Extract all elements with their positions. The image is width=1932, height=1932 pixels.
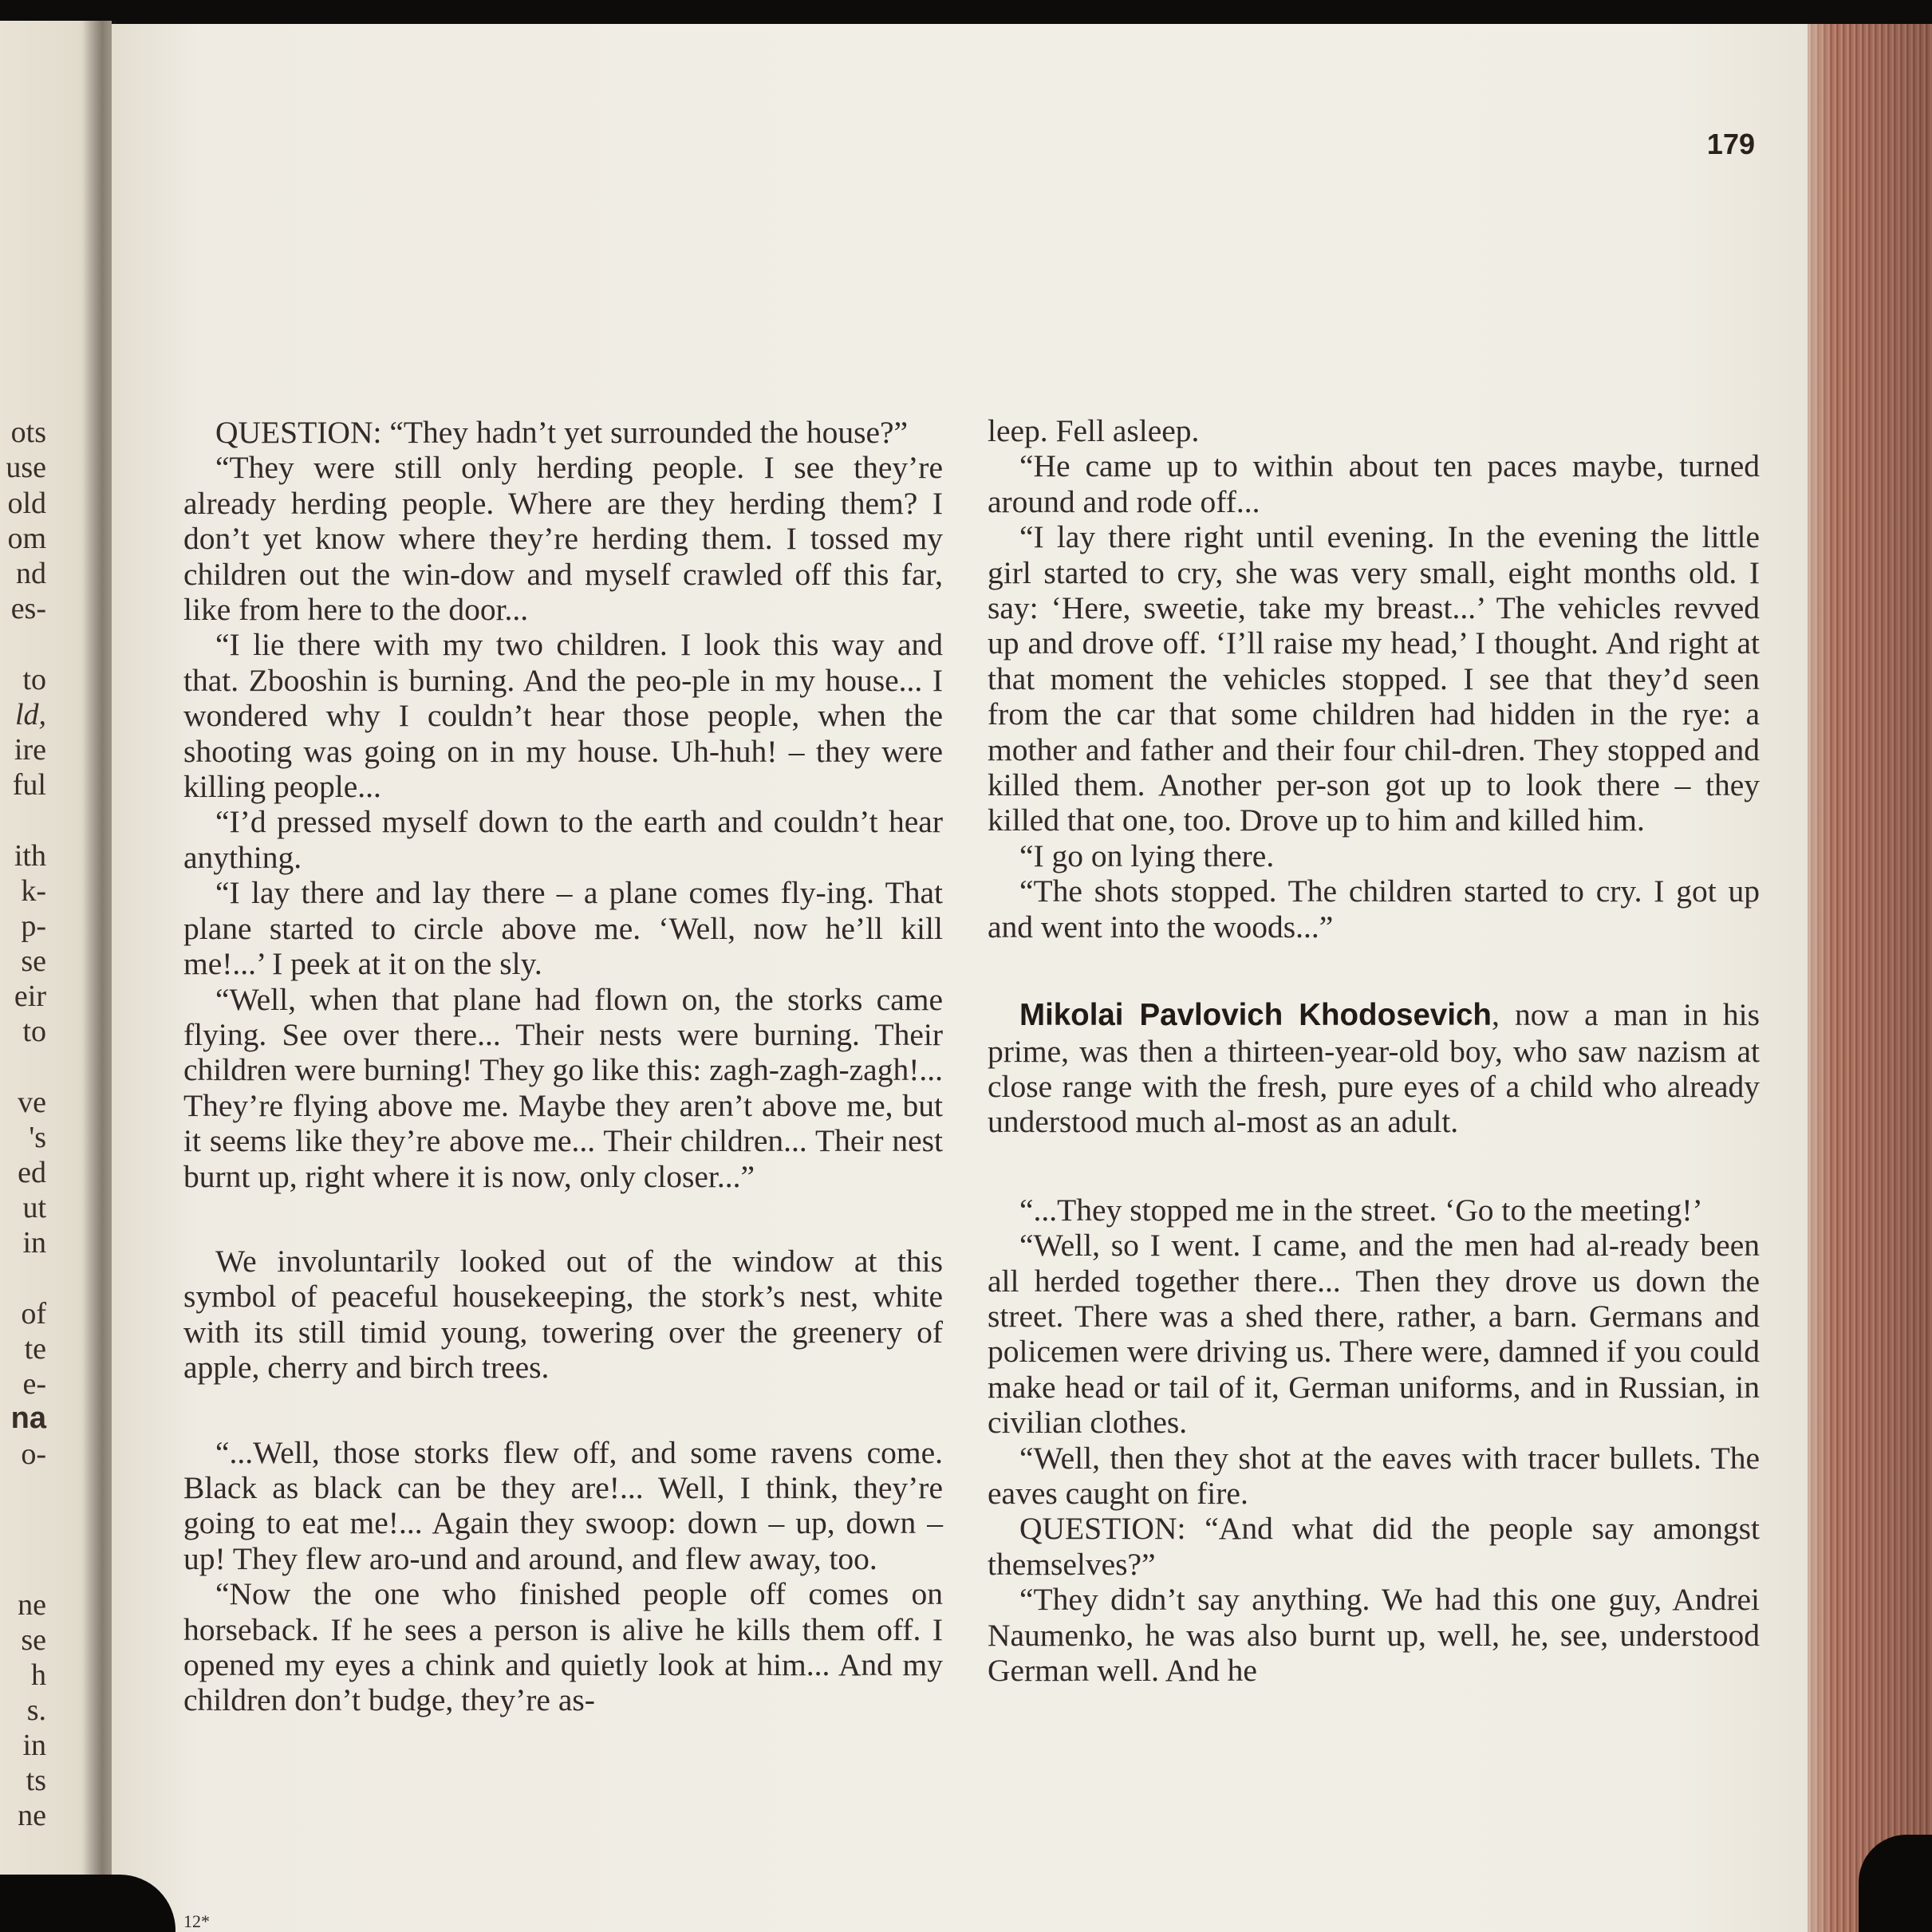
fragment: 's [29,1121,46,1154]
paragraph: “I lie there with my two children. I look this way and that. Zbooshin is burning. And the peo-ple in my house... I wondered why I couldn’t hear those people, when the shooting was going on in my house. Uh-huh! – they were killing people... [183,627,943,805]
fragment: old [7,487,46,520]
fragment: na [10,1402,46,1435]
paragraph: “I go on lying there. [1019,838,1275,873]
fragment: ots [10,416,46,449]
paragraph: “The shots stopped. The children started to cry. I got up and went into the woods...” [988,873,1760,944]
fragment: in [22,1226,46,1260]
fragment: h [31,1658,46,1692]
fragment: to [22,663,46,696]
fragment: se [21,944,46,978]
scanner-shadow-bottom-left [0,1875,175,1932]
paragraph: “Well, then they shot at the eaves with tracer bullets. The eaves caught on fire. [988,1440,1760,1511]
fragment: to [22,1015,46,1048]
fragment: p- [21,909,46,943]
fragment: k- [21,874,46,908]
paragraph: “I’d pressed myself down to the earth and couldn’t hear anything. [183,804,943,875]
paragraph: QUESTION: “And what did the people say amongst themselves?” [988,1511,1760,1582]
paragraph: “They were still only herding people. I see they’re already herding people. Where are they herding them? I don’t yet know where they’re herding them. I tossed my children out the win-dow and myself crawled off this far, like from here to the door... [183,450,943,628]
fragment: se [21,1623,46,1657]
paragraph: “I lay there right until evening. In the evening the little girl started to cry, she was very small, eight months old. I say: ‘Here, sweetie, take my breast...’ The vehicles revved up and drove off. ‘I’ll raise my head,’ I thought. And right at that moment the vehicles stopped. I see that they’d seen from the car that some children had hidden in the rye: a mother and father and their four chil-dren. They stopped and killed them. Another per-son got up to look there – they killed that one, too. Drove up to him and killed him. [988,519,1760,838]
fragment: es- [10,592,46,625]
fragment: te [24,1332,46,1366]
author-commentary: We involuntarily looked out of the window at this symbol of peaceful housekeeping, the stork’s nest, white with its still timid young, towering over the greenery of apple, cherry and birch trees. [183,1243,943,1386]
page-number: 179 [1706,128,1755,160]
fragment: ne [18,1588,46,1622]
paragraph: “Well, so I went. I came, and the men had al-ready been all herded together there... Then they drove us down the street. There was a shed there, rather, a barn. Germans and policemen were driving us. There were, damned if you could make head or tail of it, German uniforms, and in Russian, in civilian clothes. [988,1228,1760,1441]
text-column-right [988,413,1760,1688]
page-block-shading [1808,24,1932,1932]
witness-description: , now a man in his prime, was then a thirteen-year-old boy, who saw nazism at close range with the fresh, pure eyes of a child who already understood much al-most as an adult. [988,997,1760,1140]
text-column-left [183,415,943,1718]
fragment: ire [14,733,46,767]
fragment: ful [12,768,46,802]
scanner-top-edge [0,0,1932,27]
paragraph: “Now the one who finished people off comes on horseback. If he sees a person is alive he kills them off. I opened my eyes a chink and quietly look at him... And my children don’t budge, they’re as- [183,1576,943,1718]
fragment: ith [14,839,46,873]
fragment: ed [18,1156,46,1189]
fragment: in [22,1729,46,1762]
paragraph: leep. Fell asleep. [988,413,1200,448]
paragraph: “...Well, those storks flew off, and some ravens come. Black as black can be they are!... Well, I think, they’re going to eat me!... Again they swoop: down – up, down – up! They flew aro-und and around, and flew away, too. [183,1434,943,1576]
fragment: s. [26,1693,46,1727]
paragraph: “They didn’t say anything. We had this one guy, Andrei Naumenko, he was also burnt up, well, he, see, understood German well. And he [988,1582,1760,1688]
fragment: ld, [14,698,46,731]
paragraph: QUESTION: “They hadn’t yet surrounded the house?” [215,415,909,450]
fragment: o- [21,1437,46,1471]
fragment: e- [22,1367,46,1401]
fragment: ve [18,1086,46,1119]
paragraph: “I lay there and lay there – a plane comes fly-ing. That plane started to circle above me. ‘Well, now he’ll kill me!...’ I peek at it on the sly. [183,875,943,982]
paragraph: “...They stopped me in the street. ‘Go to the meeting!’ [1019,1192,1703,1228]
fragment: ne [18,1799,46,1832]
fragment: use [6,451,46,484]
fragment: eir [14,980,46,1013]
witness-name: Mikolai Pavlovich Khodosevich [1019,998,1492,1033]
fragment: ut [22,1191,46,1224]
paragraph: “Well, when that plane had flown on, the storks came flying. See over there... Their nests were burning. Their children were burning! They go like this: zagh-zagh-zagh!... They’re flying above me. Maybe they aren’t above me, but it seems like they’re above me... Their children... Their nest burnt up, right where it is now, only closer...” [183,981,943,1194]
fragment: nd [16,557,46,590]
paragraph: “He came up to within about ten paces maybe, turned around and rode off... [988,448,1760,519]
fragment: ts [26,1764,46,1797]
fragment: of [21,1297,46,1331]
fragment: om [7,522,46,555]
witness-introduction [988,997,1760,1140]
signature-mark: 12* [183,1911,210,1931]
